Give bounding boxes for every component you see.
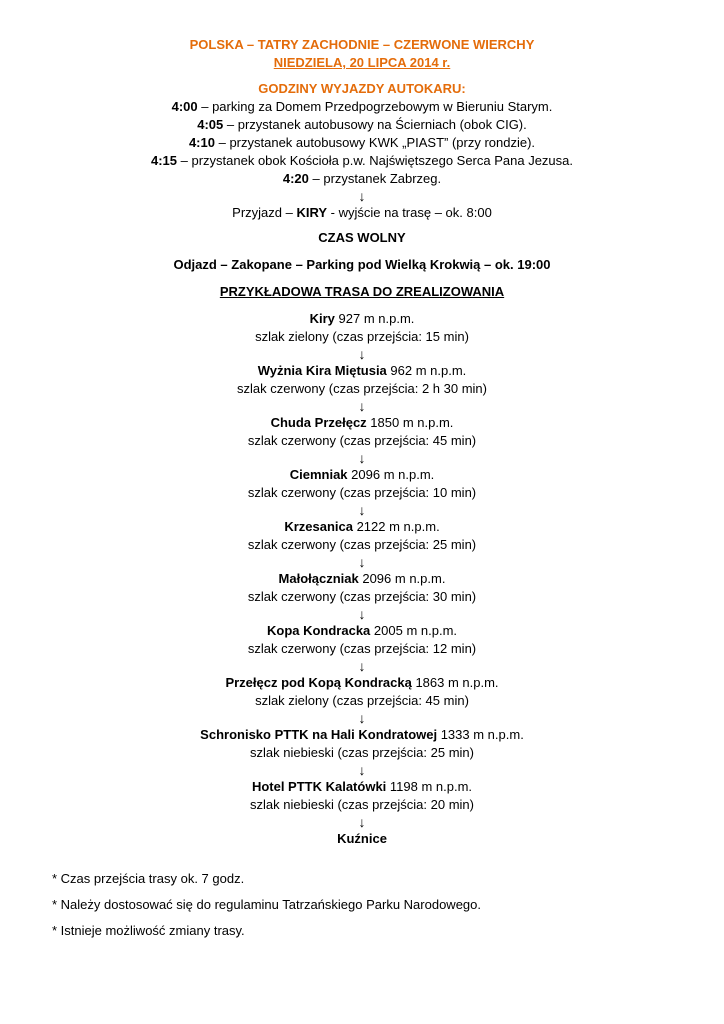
route-stop bbox=[0, 674, 724, 726]
footnote: * Istnieje możliwość zmiany trasy. bbox=[52, 923, 245, 938]
stop-elevation: 2122 m n.p.m. bbox=[352, 519, 440, 534]
departure-item bbox=[0, 98, 724, 116]
route-stop bbox=[0, 466, 724, 518]
departure-place: – przystanek Zabrzeg. bbox=[308, 171, 442, 186]
footnote: * Należy dostosować się do regulaminu Tatrzańskiego Parku Narodowego. bbox=[52, 897, 481, 912]
stop-elevation: 927 m n.p.m. bbox=[334, 311, 415, 326]
stop-name: Ciemniak bbox=[289, 467, 348, 482]
trip-date: NIEDZIELA, 20 LIPCA 2014 r. bbox=[273, 55, 451, 70]
free-time-section bbox=[0, 229, 724, 247]
departure-time: 4:20 bbox=[282, 171, 309, 186]
arrow-down-icon: ↓ bbox=[358, 188, 366, 204]
header bbox=[0, 36, 724, 72]
trail-info: szlak niebieski (czas przejścia: 20 min) bbox=[250, 797, 474, 812]
document-title: POLSKA – TATRY ZACHODNIE – CZERWONE WIERCHY bbox=[189, 37, 535, 52]
trail-info: szlak czerwony (czas przejścia: 25 min) bbox=[247, 537, 477, 552]
arrow-down-icon: ↓ bbox=[358, 762, 366, 778]
departure-time: 4:10 bbox=[188, 135, 215, 150]
arrow-down-icon: ↓ bbox=[358, 710, 366, 726]
return-departure: Odjazd – Zakopane – Parking pod Wielką Krokwią – ok. 19:00 bbox=[173, 257, 551, 272]
route-end: Kuźnice bbox=[337, 831, 387, 846]
arrow-down-icon: ↓ bbox=[358, 554, 366, 570]
arrival-prefix: Przyjazd – bbox=[232, 205, 297, 220]
departures-heading: GODZINY WYJAZDY AUTOKARU: bbox=[258, 81, 466, 96]
footnote: * Czas przejścia trasy ok. 7 godz. bbox=[52, 871, 245, 886]
arrow-down-icon: ↓ bbox=[358, 450, 366, 466]
free-time-heading: CZAS WOLNY bbox=[318, 230, 406, 245]
route-stop bbox=[0, 778, 724, 830]
footnotes bbox=[52, 870, 692, 948]
route-stop bbox=[0, 518, 724, 570]
stop-elevation: 1333 m n.p.m. bbox=[437, 727, 524, 742]
departure-time: 4:00 bbox=[171, 99, 198, 114]
departure-place: – przystanek autobusowy na Ścierniach (obok CIG). bbox=[223, 117, 527, 132]
route-stop bbox=[0, 362, 724, 414]
route-stop bbox=[0, 622, 724, 674]
arrow-down-icon: ↓ bbox=[358, 502, 366, 518]
return-section bbox=[0, 256, 724, 274]
arrow-down-icon: ↓ bbox=[358, 606, 366, 622]
stop-name: Małołączniak bbox=[278, 571, 359, 586]
arrow-down-icon: ↓ bbox=[358, 346, 366, 362]
trail-info: szlak niebieski (czas przejścia: 25 min) bbox=[250, 745, 474, 760]
route-stop bbox=[0, 414, 724, 466]
departure-item bbox=[0, 152, 724, 170]
stop-elevation: 1863 m n.p.m. bbox=[411, 675, 499, 690]
departure-place: – przystanek obok Kościoła p.w. Najświętszego Serca Pana Jezusa. bbox=[177, 153, 574, 168]
stop-name: Kiry bbox=[309, 311, 335, 326]
departure-item bbox=[0, 116, 724, 134]
trail-info: szlak zielony (czas przejścia: 15 min) bbox=[255, 329, 469, 344]
route-heading-section bbox=[0, 283, 724, 301]
stop-name: Schronisko PTTK na Hali Kondratowej bbox=[200, 727, 438, 742]
trail-info: szlak czerwony (czas przejścia: 12 min) bbox=[247, 641, 477, 656]
arrow-down-icon: ↓ bbox=[358, 814, 366, 830]
route-heading: PRZYKŁADOWA TRASA DO ZREALIZOWANIA bbox=[219, 284, 505, 299]
stop-elevation: 1850 m n.p.m. bbox=[366, 415, 454, 430]
arrival-suffix: - wyjście na trasę – ok. 8:00 bbox=[327, 205, 492, 220]
trail-info: szlak czerwony (czas przejścia: 30 min) bbox=[247, 589, 477, 604]
route-list bbox=[0, 310, 724, 848]
stop-elevation: 962 m n.p.m. bbox=[386, 363, 467, 378]
arrival-place: KIRY bbox=[296, 205, 328, 220]
departure-item bbox=[0, 134, 724, 152]
stop-elevation: 2096 m n.p.m. bbox=[347, 467, 435, 482]
route-stop bbox=[0, 726, 724, 778]
route-stop bbox=[0, 310, 724, 362]
route-stop bbox=[0, 570, 724, 622]
arrow-down-icon: ↓ bbox=[358, 398, 366, 414]
departure-place: – parking za Domem Przedpogrzebowym w Bieruniu Starym. bbox=[197, 99, 553, 114]
departure-item bbox=[0, 170, 724, 188]
trail-info: szlak czerwony (czas przejścia: 45 min) bbox=[247, 433, 477, 448]
trail-info: szlak czerwony (czas przejścia: 2 h 30 min) bbox=[237, 381, 487, 396]
stop-elevation: 2005 m n.p.m. bbox=[370, 623, 458, 638]
arrow-down-icon: ↓ bbox=[358, 658, 366, 674]
trail-info: szlak zielony (czas przejścia: 45 min) bbox=[255, 693, 469, 708]
stop-name: Kopa Kondracka bbox=[266, 623, 371, 638]
departures-section bbox=[0, 80, 724, 222]
stop-name: Chuda Przełęcz bbox=[270, 415, 367, 430]
trail-info: szlak czerwony (czas przejścia: 10 min) bbox=[247, 485, 477, 500]
stop-name: Krzesanica bbox=[284, 519, 353, 534]
stop-name: Wyżnia Kira Miętusia bbox=[257, 363, 387, 378]
arrival-info bbox=[0, 204, 724, 222]
departure-place: – przystanek autobusowy KWK „PIAST” (przy rondzie). bbox=[214, 135, 536, 150]
stop-elevation: 2096 m n.p.m. bbox=[358, 571, 446, 586]
stop-name: Hotel PTTK Kalatówki bbox=[251, 779, 387, 794]
departure-time: 4:05 bbox=[197, 117, 224, 132]
stop-elevation: 1198 m n.p.m. bbox=[386, 779, 473, 794]
stop-name: Przełęcz pod Kopą Kondracką bbox=[225, 675, 412, 690]
departure-time: 4:15 bbox=[150, 153, 178, 168]
